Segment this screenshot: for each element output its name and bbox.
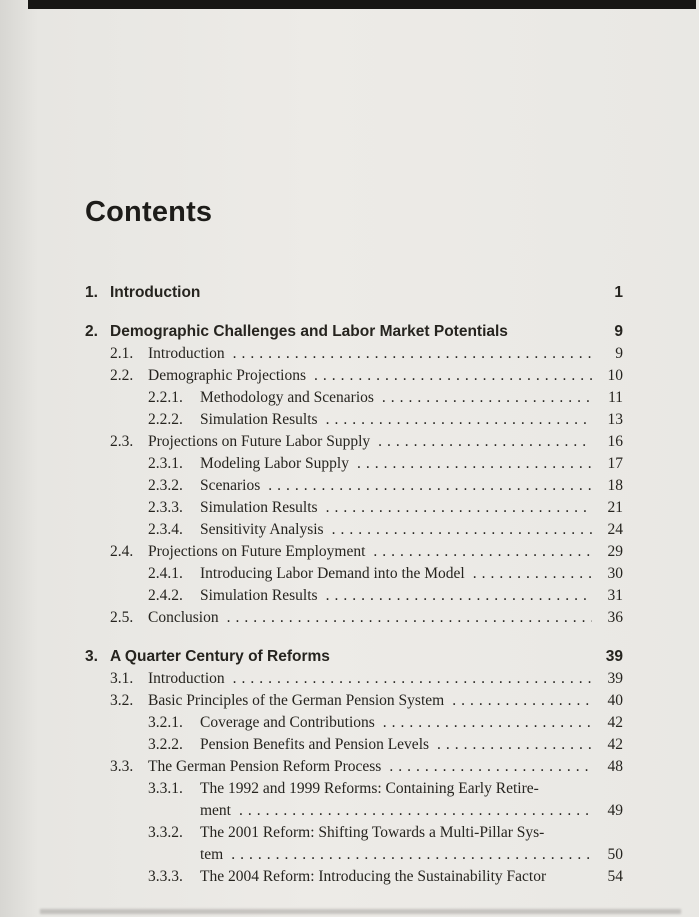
dot-leader xyxy=(233,668,592,690)
toc-entry-page: 29 xyxy=(607,543,623,560)
toc-entry-continuation xyxy=(85,844,623,866)
dot-leader xyxy=(326,409,592,431)
dot-leader xyxy=(437,734,592,756)
dot-leader xyxy=(239,800,592,822)
scan-artifact-bottom xyxy=(40,909,681,914)
toc-entry-number: 2.4. xyxy=(110,543,134,560)
toc-entry-page: 21 xyxy=(607,499,623,516)
toc-entry-page: 39 xyxy=(605,648,623,665)
dot-leader xyxy=(473,563,592,585)
dot-leader xyxy=(233,343,592,365)
toc-entry-title: Coverage and Contributions xyxy=(200,714,375,731)
toc-entry-number: 3.3.2. xyxy=(148,824,183,841)
toc-entry xyxy=(85,519,623,541)
toc-entry-number: 2.3. xyxy=(110,433,134,450)
toc-entry-number: 2.5. xyxy=(110,609,134,626)
toc-entry-number: 2.3.3. xyxy=(148,499,183,516)
toc-entry-title: Projections on Future Labor Supply xyxy=(148,433,371,450)
toc-entry-title: Pension Benefits and Pension Levels xyxy=(200,736,430,753)
toc-entry xyxy=(85,668,623,690)
dot-leader xyxy=(357,453,592,475)
dot-leader xyxy=(268,475,592,497)
toc-entry-number: 3.2.2. xyxy=(148,736,183,753)
toc-entry-page: 13 xyxy=(607,411,623,428)
dot-leader xyxy=(389,756,592,778)
toc-entry-page: 11 xyxy=(608,389,623,406)
toc-entry-title: Introduction xyxy=(148,670,225,687)
toc-entry-number: 3.3.1. xyxy=(148,780,183,797)
toc-entry xyxy=(85,541,623,563)
toc-entry xyxy=(85,343,623,365)
toc-entry-page: 36 xyxy=(607,609,623,626)
toc-entry-title: Simulation Results xyxy=(200,411,318,428)
dot-leader xyxy=(332,519,592,541)
dot-leader xyxy=(326,585,592,607)
toc-entry-page: 1 xyxy=(614,284,623,301)
toc-entry xyxy=(85,497,623,519)
toc-entry xyxy=(85,321,623,343)
toc-entry-page: 9 xyxy=(615,345,623,362)
dot-leader xyxy=(314,365,592,387)
toc-entry-number: 3. xyxy=(85,648,98,665)
toc-entry-title: ment xyxy=(200,802,231,819)
toc-entry-number: 2. xyxy=(85,323,98,340)
toc-entry xyxy=(85,646,623,668)
toc-entry-title: Demographic Challenges and Labor Market Potentials xyxy=(110,323,508,340)
toc-entry xyxy=(85,409,623,431)
toc-entry xyxy=(85,453,623,475)
toc-entry-number: 3.1. xyxy=(110,670,134,687)
dot-leader xyxy=(231,844,592,866)
toc-entry xyxy=(85,365,623,387)
toc-entry xyxy=(85,387,623,409)
toc-entry-title: Modeling Labor Supply xyxy=(200,455,349,472)
toc-entry-number: 3.3. xyxy=(110,758,134,775)
toc-entry-page: 42 xyxy=(607,736,623,753)
toc-entry xyxy=(85,734,623,756)
toc-entry-page: 54 xyxy=(607,868,623,885)
toc-entry-number: 2.4.1. xyxy=(148,565,183,582)
toc-entry-number: 2.2.2. xyxy=(148,411,183,428)
toc-entry-number: 3.3.3. xyxy=(148,868,183,885)
toc-entry xyxy=(85,866,623,888)
toc-entry-page: 9 xyxy=(614,323,623,340)
toc-entry-page: 17 xyxy=(607,455,623,472)
toc-entry-number: 2.4.2. xyxy=(148,587,183,604)
page-title: Contents xyxy=(85,196,213,228)
toc-entry-title: The 2004 Reform: Introducing the Sustainability Factor xyxy=(200,868,547,885)
toc-entry xyxy=(85,607,623,629)
toc-entry xyxy=(85,431,623,453)
toc-entry-title: Projections on Future Employment xyxy=(148,543,366,560)
toc-entry-title: Conclusion xyxy=(148,609,219,626)
toc-entry xyxy=(85,778,623,800)
toc-entry-page: 24 xyxy=(607,521,623,538)
toc-entry-page: 18 xyxy=(607,477,623,494)
toc-entry-page: 48 xyxy=(607,758,623,775)
dot-leader xyxy=(373,541,592,563)
toc-entry-title: Simulation Results xyxy=(200,587,318,604)
toc-entry-page: 10 xyxy=(607,367,623,384)
toc-entry-page: 31 xyxy=(607,587,623,604)
toc-entry-title: Introduction xyxy=(110,284,201,301)
toc-entry-number: 2.3.4. xyxy=(148,521,183,538)
toc-entry xyxy=(85,475,623,497)
toc-entry-number: 2.3.2. xyxy=(148,477,183,494)
toc-entry xyxy=(85,756,623,778)
toc-entry-title: The 2001 Reform: Shifting Towards a Multi-Pillar Sys- xyxy=(200,824,545,841)
toc-entry xyxy=(85,282,623,304)
toc-entry-page: 39 xyxy=(607,670,623,687)
toc-entry-number: 3.2.1. xyxy=(148,714,183,731)
toc-entry-title: Introducing Labor Demand into the Model xyxy=(200,565,465,582)
toc-entry-page: 49 xyxy=(607,802,623,819)
toc-entry-number: 2.1. xyxy=(110,345,134,362)
toc-entry-title: Scenarios xyxy=(200,477,261,494)
toc-entry-number: 2.2. xyxy=(110,367,134,384)
toc-entry-page: 16 xyxy=(607,433,623,450)
toc-entry-number: 2.3.1. xyxy=(148,455,183,472)
toc-entry-page: 42 xyxy=(607,714,623,731)
toc-entry-title: tem xyxy=(200,846,224,863)
dot-leader xyxy=(452,690,592,712)
toc-entry-page: 40 xyxy=(607,692,623,709)
toc-entry-title: Methodology and Scenarios xyxy=(200,389,374,406)
toc-entry-continuation xyxy=(85,800,623,822)
toc-entry-title: Simulation Results xyxy=(200,499,318,516)
toc-entry xyxy=(85,585,623,607)
toc-entry-title: Sensitivity Analysis xyxy=(200,521,324,538)
dot-leader xyxy=(326,497,592,519)
dot-leader xyxy=(378,431,592,453)
dot-leader xyxy=(382,387,592,409)
toc-entry-title: The 1992 and 1999 Reforms: Containing Early Retire- xyxy=(200,780,539,797)
toc-entry-title: Introduction xyxy=(148,345,225,362)
toc-entry-title: The German Pension Reform Process xyxy=(148,758,382,775)
dot-leader xyxy=(383,712,592,734)
toc-entry xyxy=(85,690,623,712)
toc-entry-title: Basic Principles of the German Pension System xyxy=(148,692,445,709)
toc-entry-number: 1. xyxy=(85,284,98,301)
dot-leader xyxy=(227,607,592,629)
toc-entry xyxy=(85,712,623,734)
toc-entry xyxy=(85,563,623,585)
toc-entry-page: 30 xyxy=(607,565,623,582)
toc-entry-page: 50 xyxy=(607,846,623,863)
toc-entry xyxy=(85,822,623,844)
toc-entry-title: Demographic Projections xyxy=(148,367,306,384)
toc-list xyxy=(85,282,623,888)
toc-entry-number: 2.2.1. xyxy=(148,389,183,406)
toc-entry-number: 3.2. xyxy=(110,692,134,709)
toc-entry-title: A Quarter Century of Reforms xyxy=(110,648,330,665)
